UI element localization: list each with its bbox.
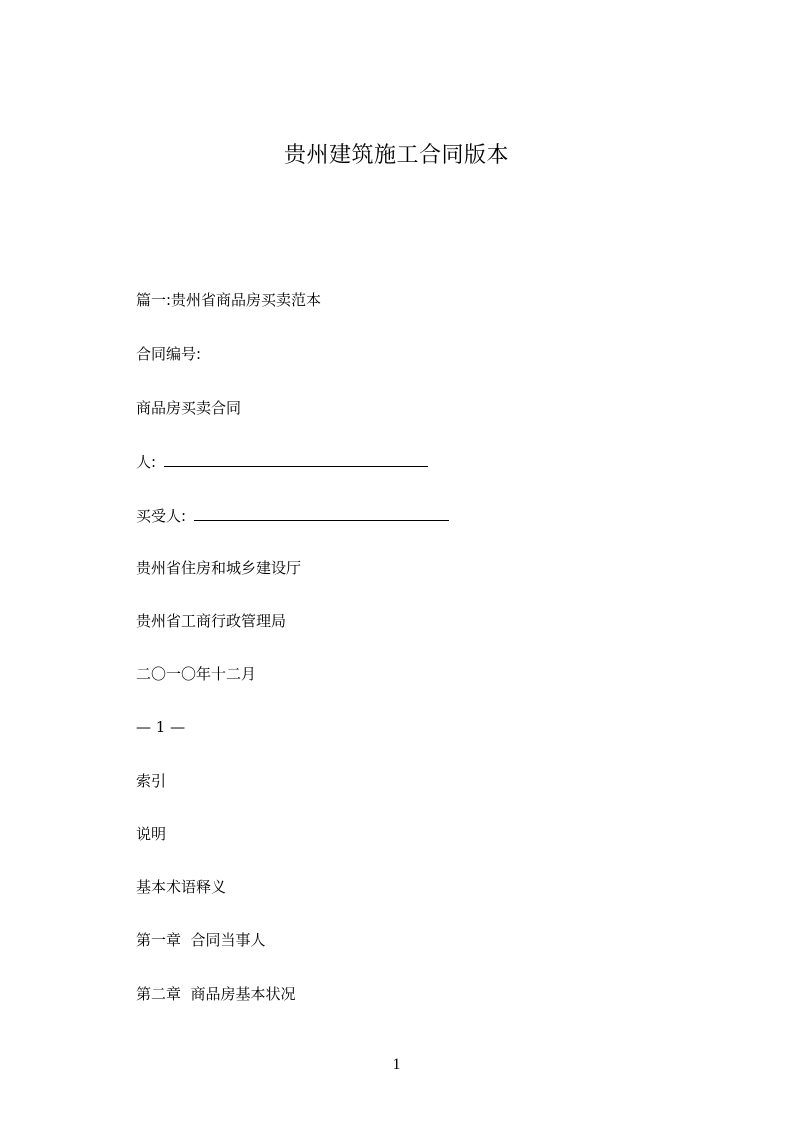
inner-page-marker: — 1 — bbox=[136, 718, 186, 736]
issue-date: 二〇一〇年十二月 bbox=[136, 665, 257, 683]
index-heading: 索引 bbox=[136, 772, 167, 790]
seller-blank-underline bbox=[164, 451, 428, 467]
terms-heading: 基本术语释义 bbox=[136, 878, 227, 896]
contract-name: 商品房买卖合同 bbox=[136, 399, 242, 417]
contract-number-label: 合同编号: bbox=[136, 345, 202, 363]
chapter-1-heading: 第一章 合同当事人 bbox=[136, 931, 266, 949]
buyer-line bbox=[136, 505, 449, 527]
explanation-heading: 说明 bbox=[136, 825, 167, 843]
document-title: 贵州建筑施工合同版本 bbox=[283, 143, 509, 168]
section-heading: 篇一:贵州省商品房买卖范本 bbox=[136, 291, 322, 309]
seller-line bbox=[136, 451, 428, 473]
issuer-commerce-bureau: 贵州省工商行政管理局 bbox=[136, 612, 287, 630]
issuer-housing-department: 贵州省住房和城乡建设厅 bbox=[136, 559, 302, 577]
chapter-2-heading: 第二章 商品房基本状况 bbox=[136, 985, 296, 1003]
page-number: 1 bbox=[392, 1056, 401, 1073]
buyer-label: 买受人: bbox=[136, 507, 187, 525]
buyer-blank-underline bbox=[194, 505, 449, 521]
seller-label: 人: bbox=[136, 453, 157, 471]
